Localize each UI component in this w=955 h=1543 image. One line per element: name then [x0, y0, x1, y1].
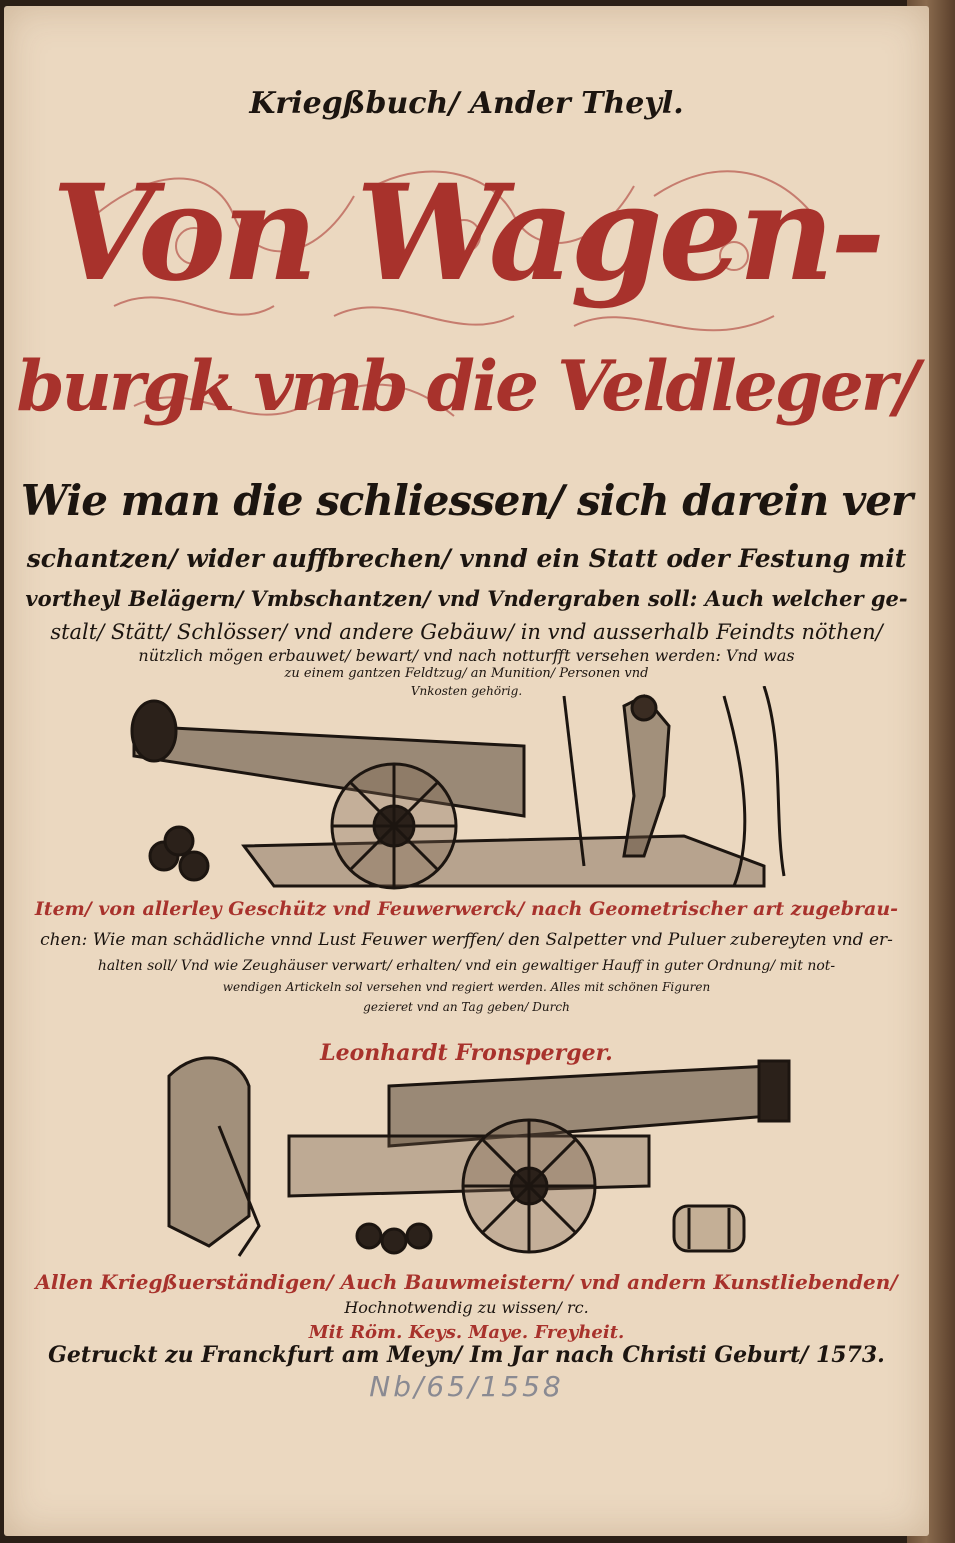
item-line-4: wendigen Artickeln sol versehen vnd regiert werden. Alles mit schönen Figuren: [222, 980, 711, 994]
running-title: Kriegßbuch/ Ander Theyl.: [249, 86, 684, 121]
subtitle-line-6: zu einem gantzen Feldtzug/ an Munition/ Personen vnd: [284, 666, 649, 681]
cannon-with-gunner-woodcut: [124, 686, 824, 901]
imperial-privilege: Mit Röm. Keys. Maye. Freyheit.: [308, 1322, 625, 1343]
subtitle-line-5: nützlich mögen erbauwet/ bewart/ vnd nach notturfft versehen werden: Vnd was: [138, 646, 795, 665]
author-name: Leonhardt Fronsperger.: [320, 1040, 613, 1066]
main-title-line-1: Von Wagen-: [51, 156, 882, 311]
main-title-line-2: burgk vmb die Veldleger/: [16, 346, 917, 427]
item-line-5: gezieret vnd an Tag geben/ Durch: [363, 1000, 570, 1014]
subtitle-line-7: Vnkosten gehörig.: [410, 684, 523, 698]
subtitle-line-1: Wie man die schliessen/ sich darein ver: [20, 476, 913, 525]
imprint: Getruckt zu Franckfurt am Meyn/ Im Jar nach Christi Geburt/ 1573.: [48, 1342, 885, 1368]
item-line-3: halten soll/ Vnd wie Zeughäuser verwart/ erhalten/ vnd ein gewaltiger Hauff in guter Ordnung/ mit not-: [97, 958, 836, 974]
item-line-2: chen: Wie man schädliche vnnd Lust Feuwer werffen/ den Salpetter vnd Puluer zubereyten vnd er-: [40, 930, 893, 950]
subtitle-line-2: schantzen/ wider auffbrechen/ vnnd ein Statt oder Festung mit: [26, 544, 907, 573]
dedication-line-2: Hochnotwendig zu wissen/ rc.: [344, 1298, 589, 1317]
title-page: [4, 6, 929, 1536]
item-line-1: Item/ von allerley Geschütz vnd Feuwerwerck/ nach Geometrischer art zugebrau-: [34, 898, 899, 920]
library-shelfmark: Nb/65/1558: [369, 1370, 564, 1403]
cannon-with-soldiers-woodcut: [129, 1046, 799, 1271]
dedication-line-1: Allen Kriegßuerständigen/ Auch Bauwmeistern/ vnd andern Kunstliebenden/: [35, 1270, 898, 1294]
subtitle-line-4: stalt/ Stätt/ Schlösser/ vnd andere Gebäuw/ in vnd ausserhalb Feindts nöthen/: [50, 620, 883, 644]
subtitle-line-3: vortheyl Belägern/ Vmbschantzen/ vnd Vndergraben soll: Auch welcher ge-: [25, 586, 908, 611]
